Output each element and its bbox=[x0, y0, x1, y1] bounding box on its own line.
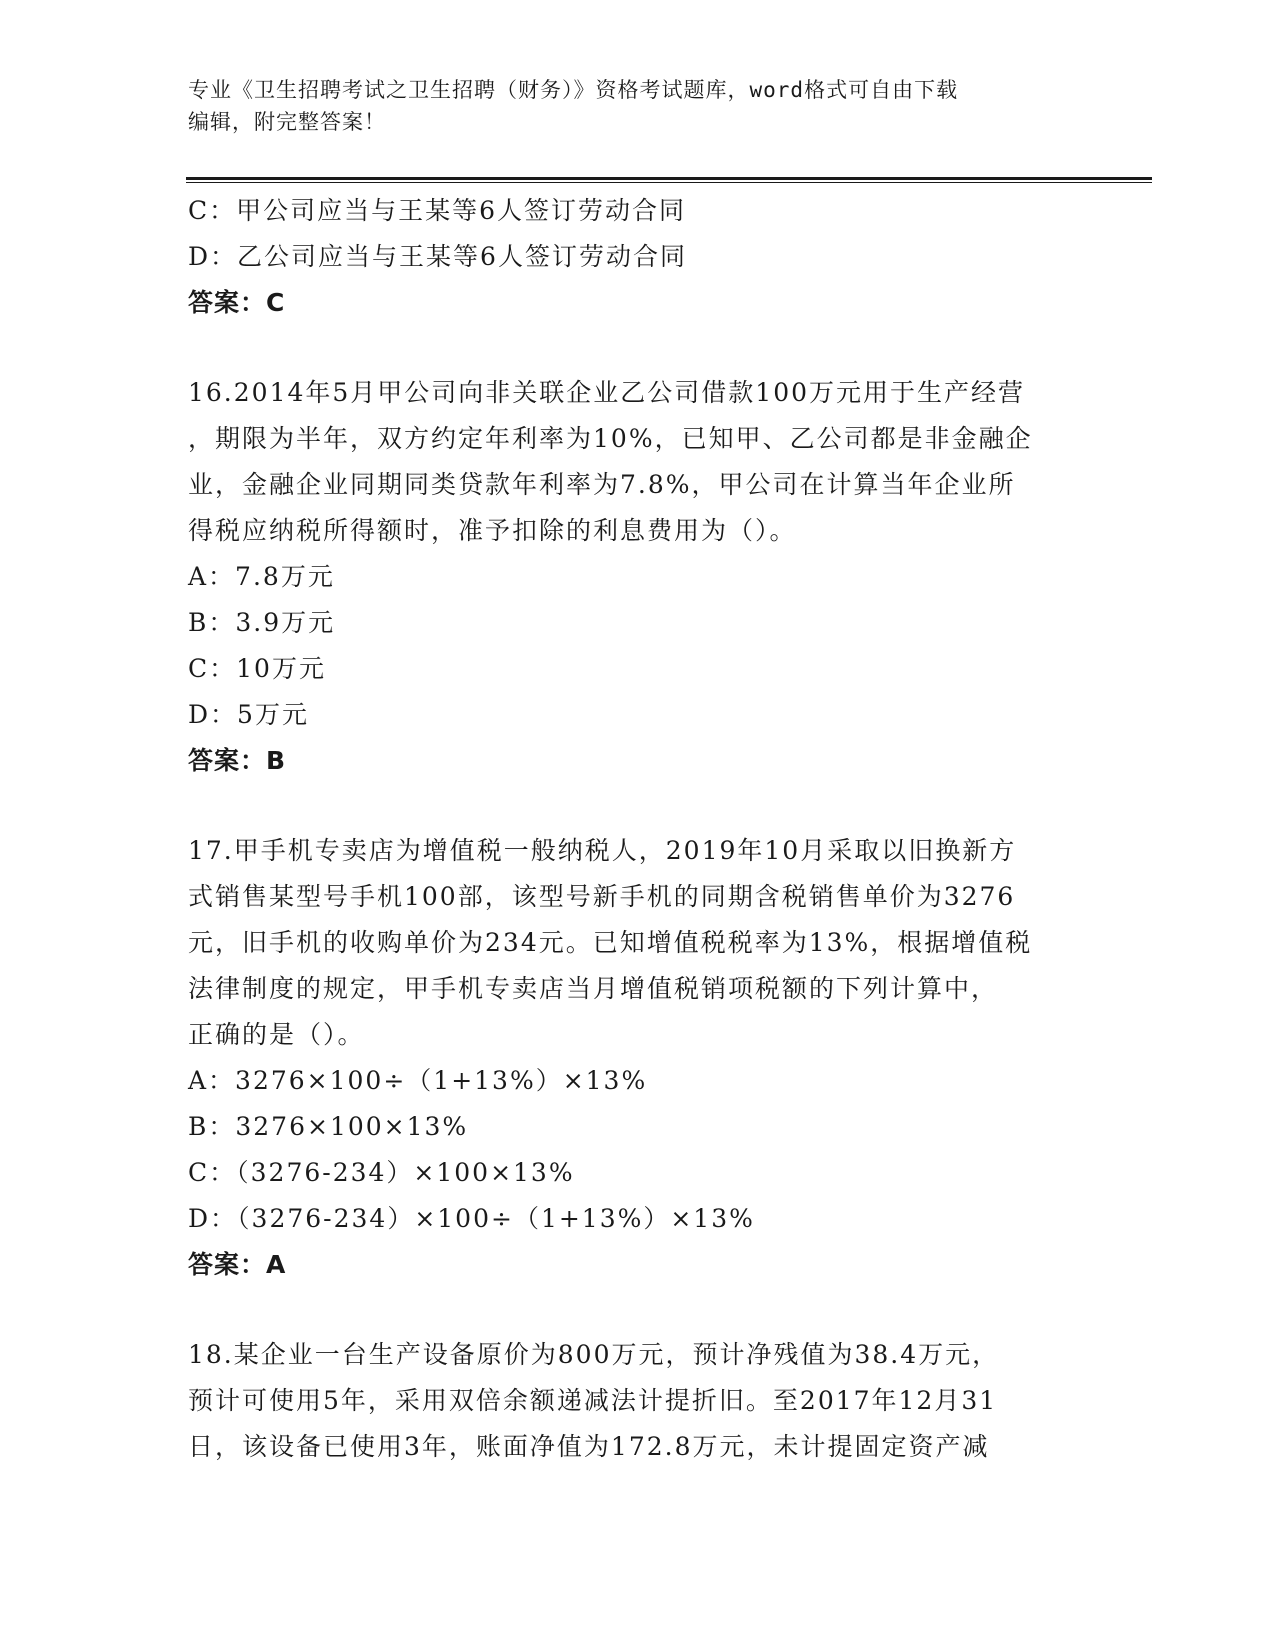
option-b: B：3276×100×13% bbox=[188, 1112, 469, 1141]
prev-question bbox=[188, 188, 1088, 326]
header-rule-thin bbox=[186, 182, 1152, 183]
spacer bbox=[188, 326, 1088, 370]
question-text-line: 18.某企业一台生产设备原价为800万元，预计净残值为38.4万元， bbox=[188, 1340, 1000, 1369]
question-text-line: 得税应纳税所得额时，准予扣除的利息费用为（）。 bbox=[188, 516, 797, 545]
answer-line: 答案：A bbox=[188, 1250, 287, 1279]
answer-line: 答案：B bbox=[188, 746, 287, 775]
option-d: D：（3276-234）×100÷（1+13%）×13% bbox=[188, 1204, 755, 1233]
question-text-line: 元，旧手机的收购单价为234元。已知增值税税率为13%，根据增值税 bbox=[188, 928, 1033, 957]
header-line-1: 专业《卫生招聘考试之卫生招聘（财务）》资格考试题库，word格式可自由下载 bbox=[188, 78, 959, 102]
question-text-line: 业，金融企业同期同类贷款年利率为7.8%，甲公司在计算当年企业所 bbox=[188, 470, 1016, 499]
question-text-line: 正确的是（）。 bbox=[188, 1020, 365, 1049]
option-c: C：（3276-234）×100×13% bbox=[188, 1158, 575, 1187]
option-d: D：乙公司应当与王某等6人签订劳动合同 bbox=[188, 242, 687, 271]
question-text-line: 日，该设备已使用3年，账面净值为172.8万元，未计提固定资产减 bbox=[188, 1432, 990, 1461]
option-a: A：7.8万元 bbox=[188, 562, 335, 591]
option-d: D：5万元 bbox=[188, 700, 309, 729]
option-b: B：3.9万元 bbox=[188, 608, 336, 637]
option-c: C：10万元 bbox=[188, 654, 326, 683]
question-text-line: 预计可使用5年，采用双倍余额递减法计提折旧。至2017年12月31 bbox=[188, 1386, 998, 1415]
header-rule-thick bbox=[186, 177, 1152, 180]
spacer bbox=[188, 1288, 1088, 1332]
page-header bbox=[188, 74, 1068, 138]
question-17 bbox=[188, 828, 1088, 1288]
option-c: C：甲公司应当与王某等6人签订劳动合同 bbox=[188, 196, 687, 225]
question-content bbox=[188, 188, 1088, 1470]
header-line-2: 编辑，附完整答案！ bbox=[188, 110, 386, 134]
question-text-line: 17.甲手机专卖店为增值税一般纳税人，2019年10月采取以旧换新方 bbox=[188, 836, 1017, 865]
question-16 bbox=[188, 370, 1088, 784]
question-text-line: 式销售某型号手机100部，该型号新手机的同期含税销售单价为3276 bbox=[188, 882, 1016, 911]
spacer bbox=[188, 784, 1088, 828]
answer-line: 答案：C bbox=[188, 288, 286, 317]
question-text-line: 16.2014年5月甲公司向非关联企业乙公司借款100万元用于生产经营 bbox=[188, 378, 1026, 407]
question-18 bbox=[188, 1332, 1088, 1470]
question-text-line: 法律制度的规定，甲手机专卖店当月增值税销项税额的下列计算中， bbox=[188, 974, 999, 1003]
option-a: A：3276×100÷（1+13%）×13% bbox=[188, 1066, 648, 1095]
question-text-line: ，期限为半年，双方约定年利率为10%，已知甲、乙公司都是非金融企 bbox=[188, 424, 1033, 453]
